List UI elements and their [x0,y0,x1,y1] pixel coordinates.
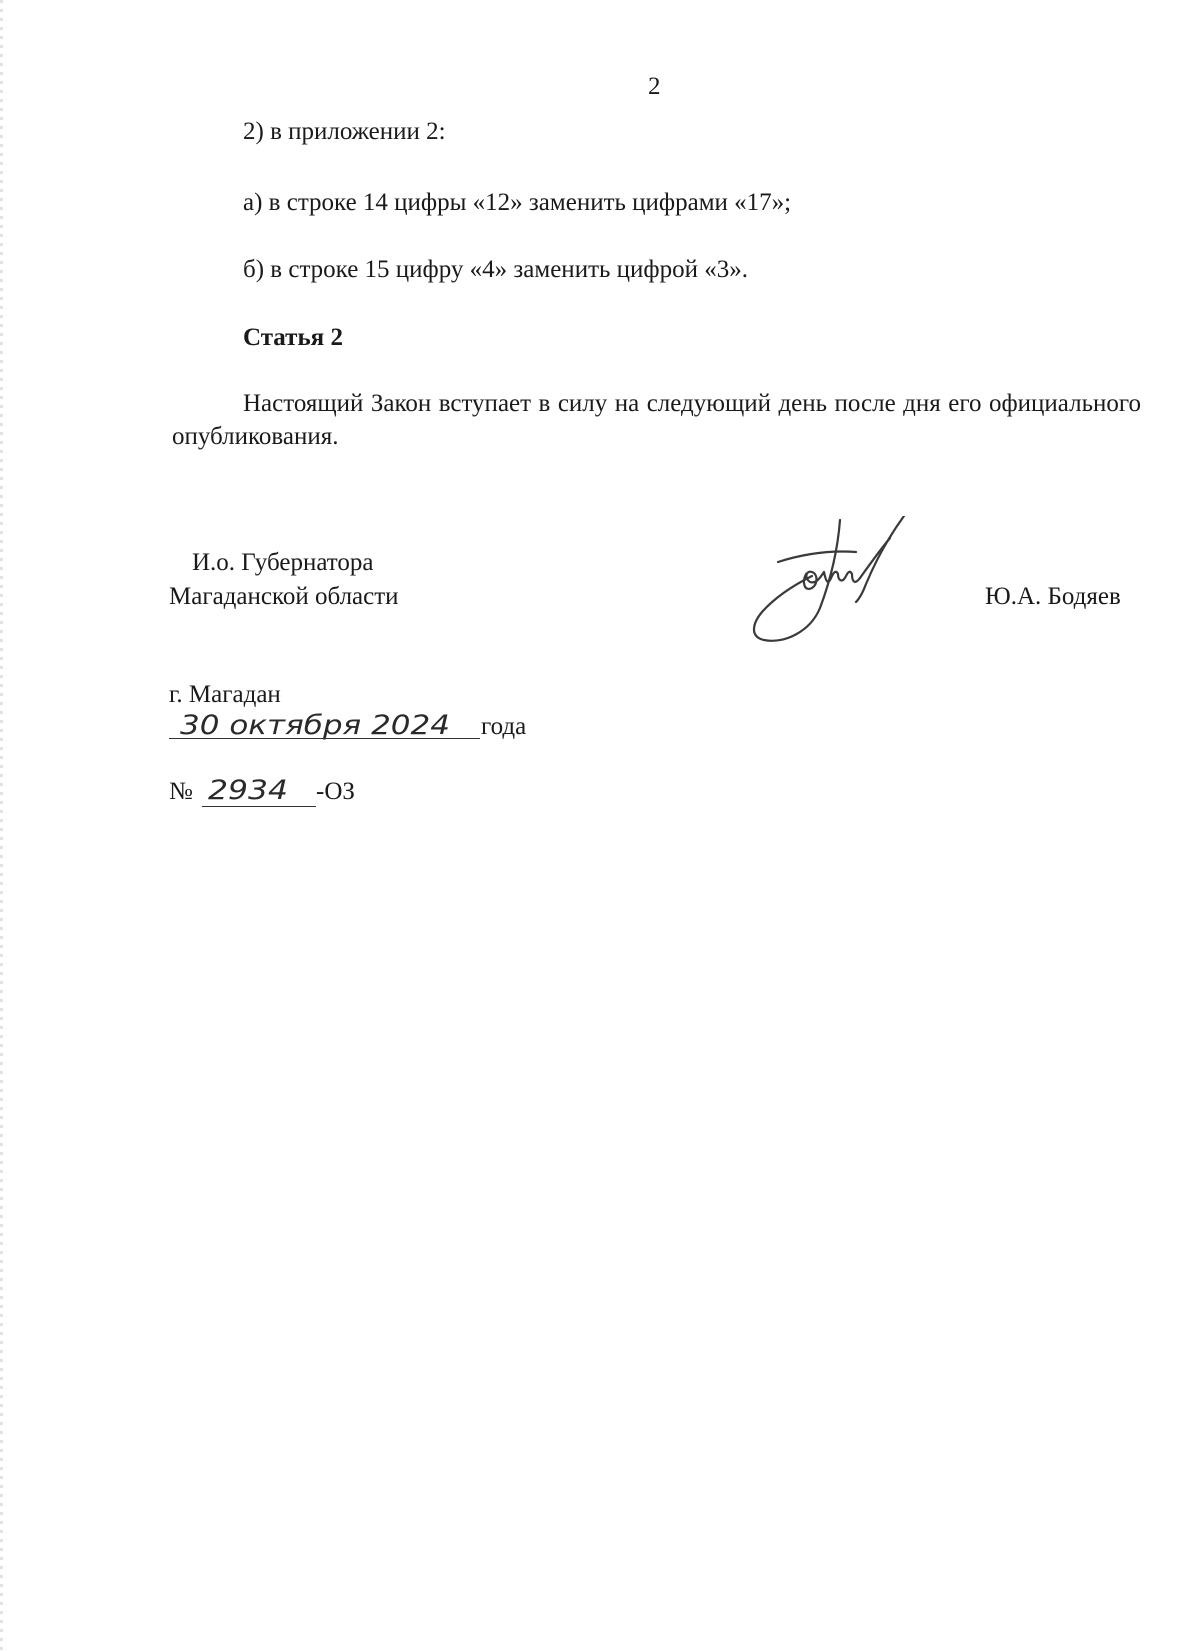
list-item-a: а) в строке 14 цифры «12» заменить цифрами «17»; [243,189,792,216]
signatory-title-line-1: И.о. Губернатора [192,549,374,576]
scan-edge-artifact [0,0,3,1652]
date-suffix: года [481,713,527,740]
list-item-b: б) в строке 15 цифру «4» заменить цифрой «3». [243,256,748,283]
place-of-signing: г. Магадан [169,681,281,708]
handwritten-law-number [208,772,308,806]
handwritten-signature [748,516,928,644]
signatory-title-line-2: Магаданской области [169,583,399,610]
date-underline [169,738,480,739]
number-sign: № [169,778,193,805]
handwritten-date [180,706,480,742]
law-number-suffix: -ОЗ [316,778,355,805]
svg-text:30 октября 2024: 30 октября 2024 [180,710,450,741]
signatory-name: Ю.А. Бодяев [985,583,1121,610]
article-heading: Статья 2 [243,324,343,351]
law-number-underline [202,806,316,807]
svg-text:2934: 2934 [208,775,288,806]
page-number: 2 [648,73,661,100]
article-paragraph: Настоящий Закон вступает в силу на следующий день после дня его официального опубликования. [172,390,1141,450]
list-item-2: 2) в приложении 2: [243,118,446,145]
